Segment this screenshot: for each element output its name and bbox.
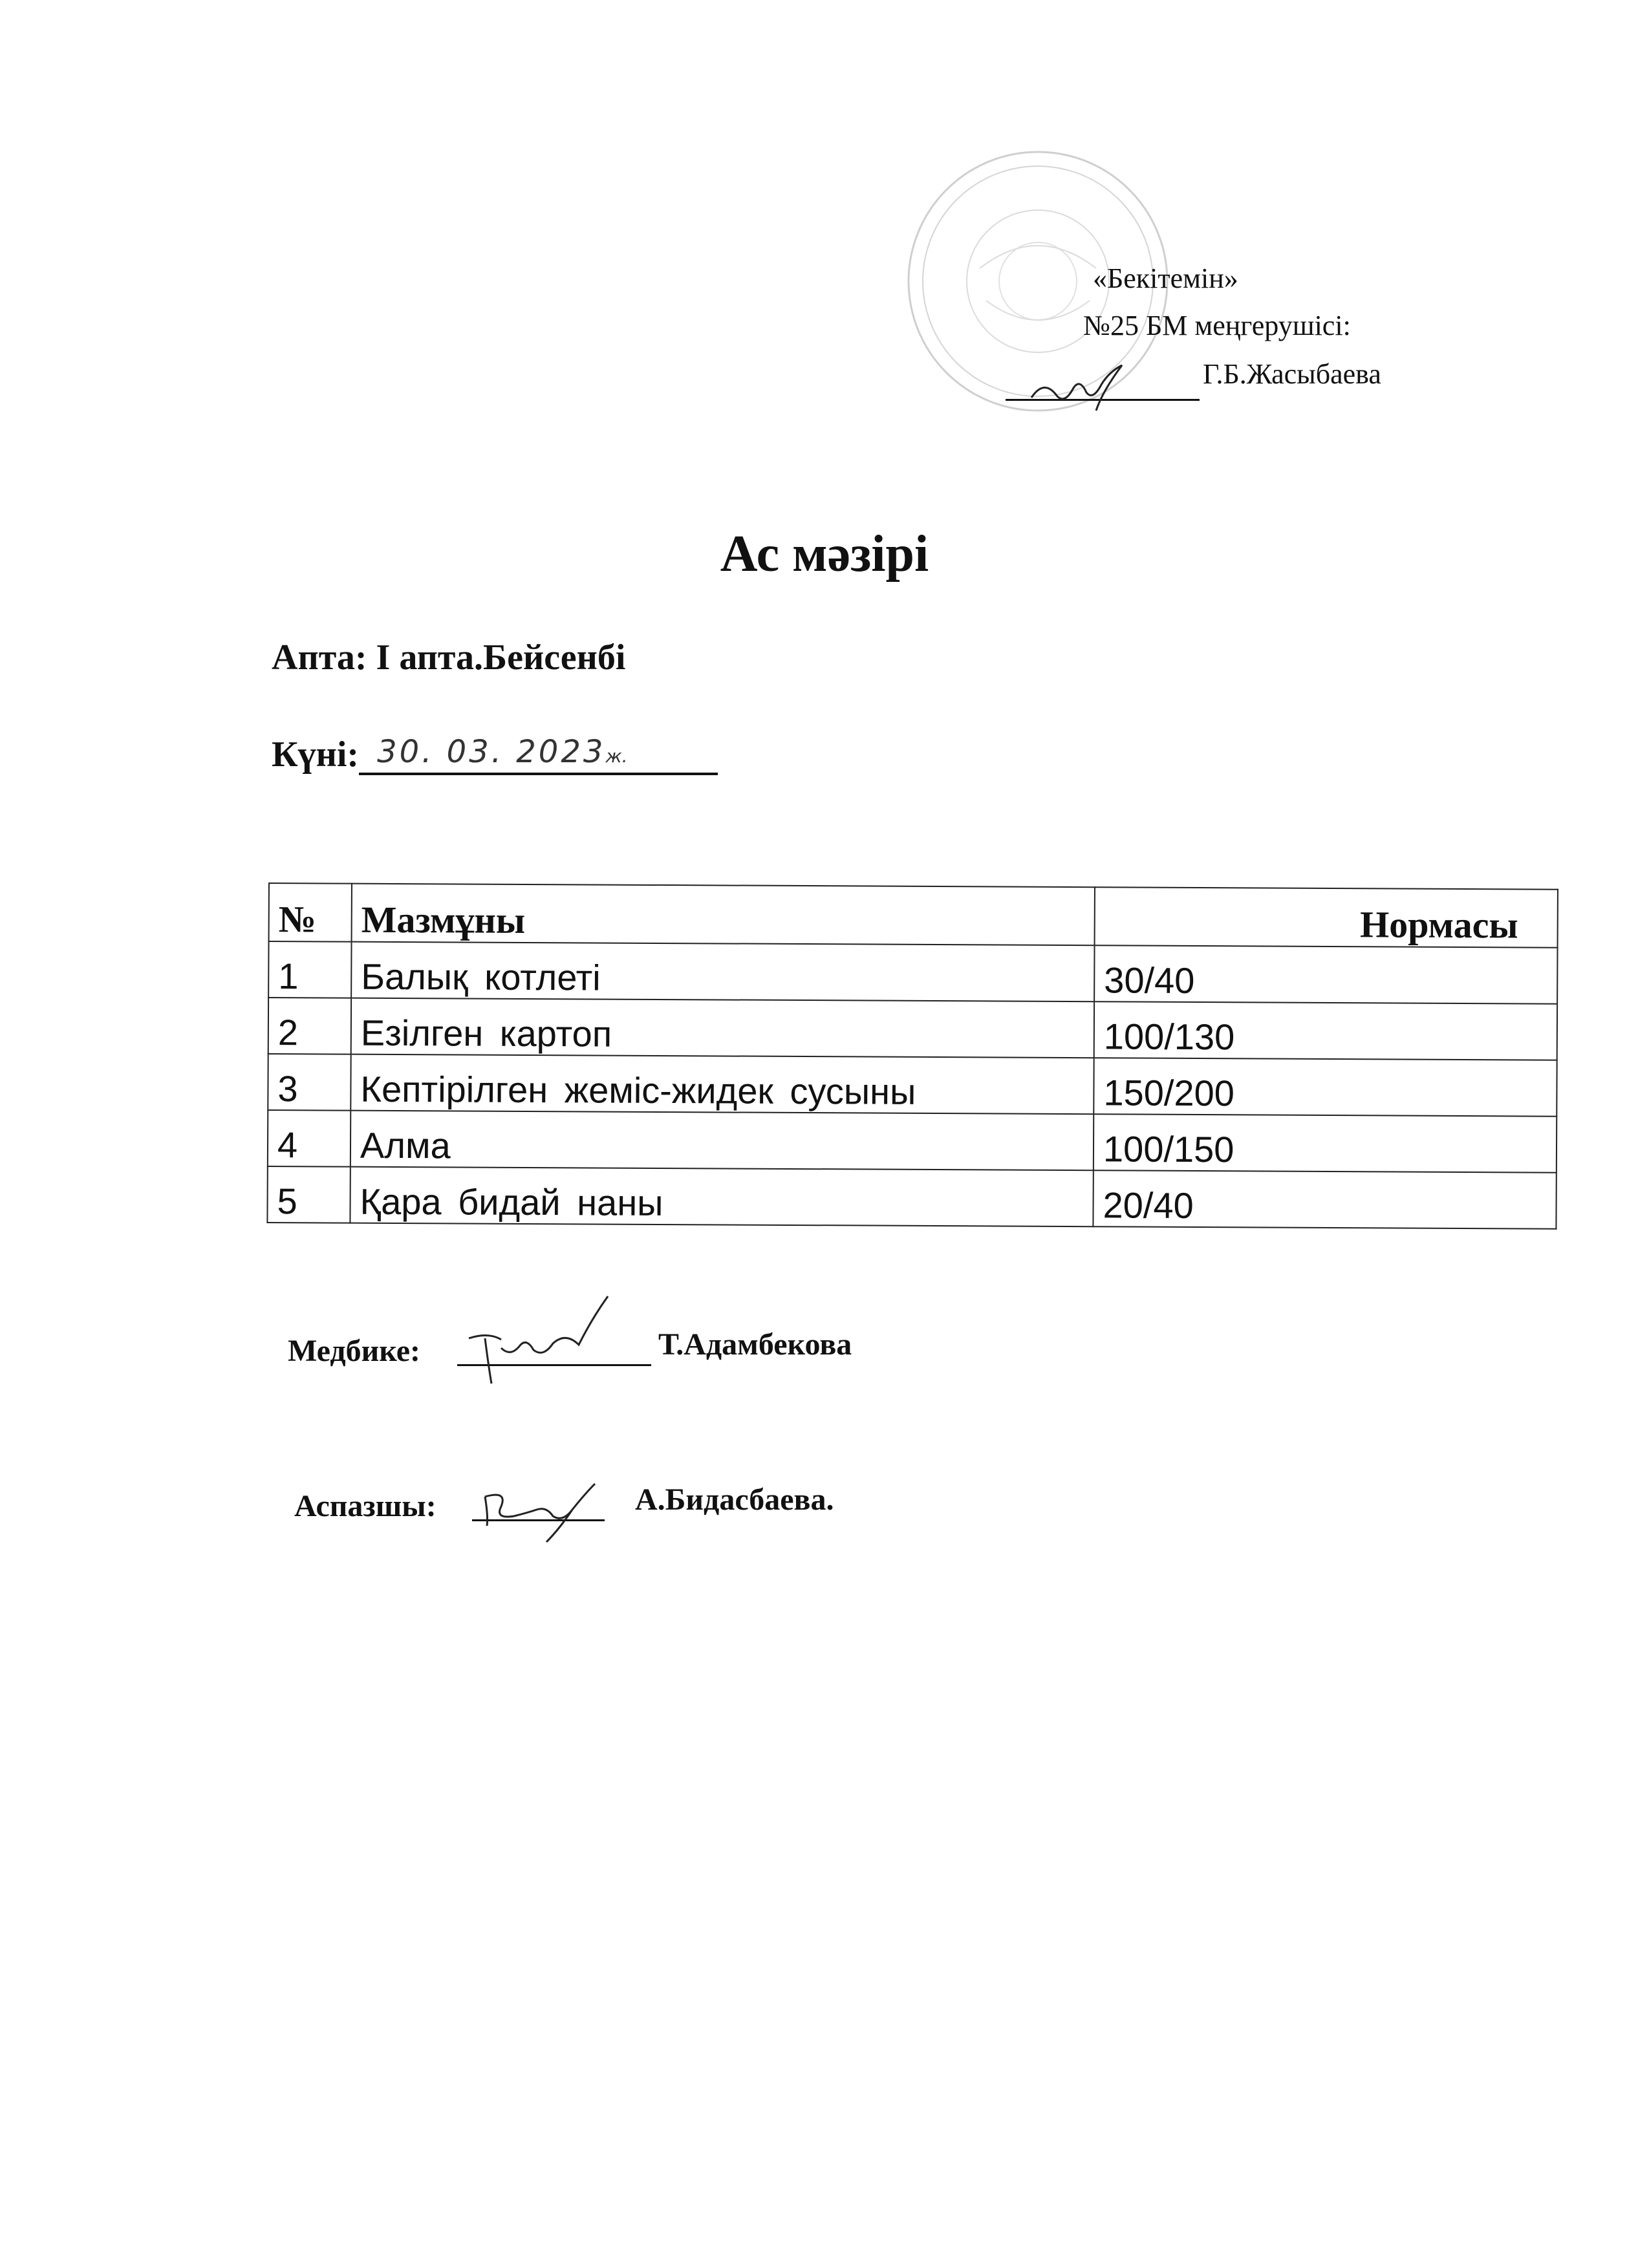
header-content: Мазмұны (352, 884, 1095, 946)
cook-label: Аспазшы: (294, 1489, 436, 1523)
row-number: 1 (268, 941, 351, 998)
table-row (268, 941, 1557, 1004)
approval-signature-icon (1025, 352, 1141, 414)
row-norm: 150/200 (1094, 1058, 1557, 1116)
nurse-signature-icon (462, 1293, 621, 1396)
cook-signature-icon (475, 1458, 605, 1548)
header-number: № (269, 883, 352, 942)
row-norm: 30/40 (1094, 945, 1557, 1003)
cook-name: А.Бидасбаева. (635, 1482, 834, 1517)
nurse-name: Т.Адамбекова (658, 1327, 852, 1362)
date-suffix: ж. (605, 745, 628, 767)
date-label: Күні: (272, 734, 360, 775)
header-norm: Нормасы (1095, 887, 1558, 947)
date-handwritten: 30. 03. 2023 (377, 734, 606, 770)
table-header-row (269, 883, 1558, 948)
menu-table (266, 883, 1558, 1230)
row-norm: 20/40 (1093, 1170, 1556, 1228)
table-row (267, 1166, 1556, 1229)
page-title: Ас мәзірі (720, 526, 929, 583)
row-dish: Қара бидай наны (350, 1167, 1093, 1227)
row-number: 3 (268, 1054, 350, 1111)
date-value (377, 734, 627, 770)
row-number: 2 (268, 998, 351, 1054)
date-field (359, 734, 718, 775)
approver-name: Г.Б.Жасыбаева (1203, 358, 1381, 390)
row-dish: Балық котлеті (351, 942, 1094, 1002)
row-number: 4 (268, 1110, 350, 1167)
approval-heading: «Бекітемін» (1093, 262, 1238, 294)
table-row (268, 998, 1557, 1060)
date-row (272, 734, 718, 775)
approval-position: №25 БМ меңгерушісі: (1083, 310, 1351, 341)
table-row (268, 1054, 1557, 1117)
row-dish: Кептірілген жеміс-жидек сусыны (350, 1054, 1094, 1115)
row-dish: Езілген картоп (351, 998, 1094, 1058)
row-number: 5 (267, 1166, 350, 1223)
row-dish: Алма (350, 1111, 1094, 1171)
nurse-label: Медбике: (288, 1334, 421, 1368)
table-row (268, 1110, 1557, 1173)
week-label: Апта: І апта.Бейсенбі (272, 637, 626, 678)
row-norm: 100/130 (1094, 1001, 1557, 1060)
row-norm: 100/150 (1094, 1114, 1557, 1172)
